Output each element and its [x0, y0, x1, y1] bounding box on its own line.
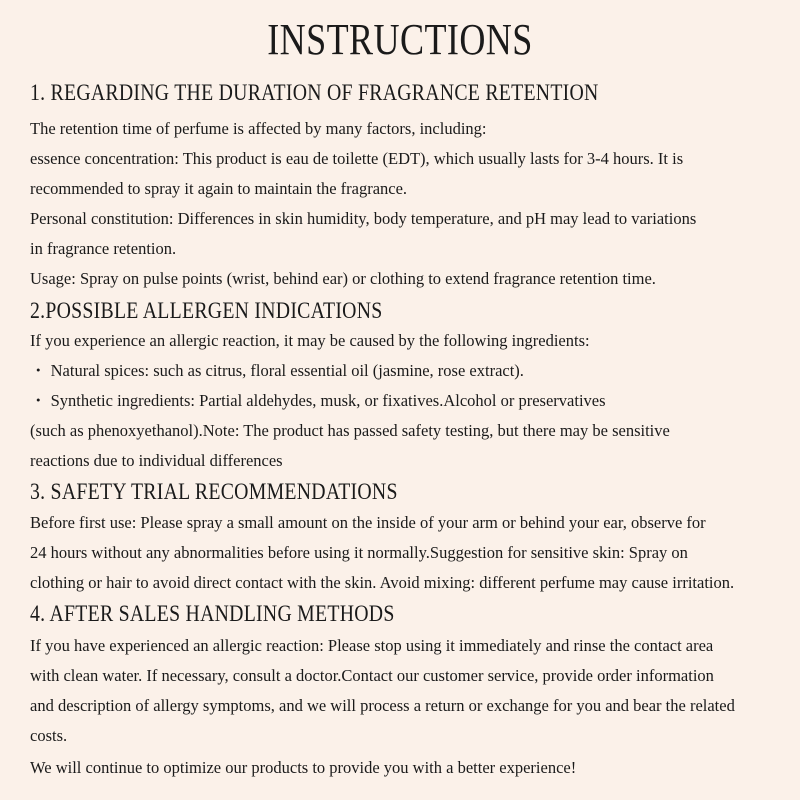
section-1-line: The retention time of perfume is affected by many factors, including:: [30, 119, 487, 138]
section-4-line: and description of allergy symptoms, and we will process a return or exchange for you and bear the related: [30, 696, 735, 715]
section-2-heading: 2.POSSIBLE ALLERGEN INDICATIONS: [30, 298, 383, 323]
section-3-line: Before first use: Please spray a small amount on the inside of your arm or behind your ear, observe for: [30, 513, 706, 532]
section-1-line: Usage: Spray on pulse points (wrist, behind ear) or clothing to extend fragrance retention time.: [30, 269, 656, 288]
section-2-line: reactions due to individual differences: [30, 451, 283, 470]
section-1-line: recommended to spray it again to maintain the fragrance.: [30, 179, 408, 198]
page-title: INSTRUCTIONS: [267, 15, 533, 64]
section-1-line: essence concentration: This product is eau de toilette (EDT), which usually lasts for 3-4 hours. It is: [30, 149, 684, 168]
section-4-line: We will continue to optimize our products to provide you with a better experience!: [30, 758, 577, 777]
section-4-line: If you have experienced an allergic reaction: Please stop using it immediately and rinse the contact area: [30, 636, 714, 655]
section-3-heading: 3. SAFETY TRIAL RECOMMENDATIONS: [30, 479, 398, 504]
section-4-heading: 4. AFTER SALES HANDLING METHODS: [30, 601, 395, 626]
section-2-bullet: ・ Synthetic ingredients: Partial aldehydes, musk, or fixatives.Alcohol or preservatives: [30, 391, 606, 410]
section-2-line: (such as phenoxyethanol).Note: The product has passed safety testing, but there may be sensitive: [30, 421, 670, 440]
section-1-line: in fragrance retention.: [30, 239, 177, 258]
section-2-line: If you experience an allergic reaction, it may be caused by the following ingredients:: [30, 331, 590, 350]
section-4-line: costs.: [30, 726, 68, 745]
section-1-line: Personal constitution: Differences in skin humidity, body temperature, and pH may lead to variations: [30, 209, 697, 228]
section-3-line: clothing or hair to avoid direct contact with the skin. Avoid mixing: different perfume may cause irritation.: [30, 573, 735, 592]
section-1-heading: 1. REGARDING THE DURATION OF FRAGRANCE RETENTION: [30, 80, 599, 105]
section-4-line: with clean water. If necessary, consult a doctor.Contact our customer service, provide order information: [30, 666, 714, 685]
section-3-line: 24 hours without any abnormalities before using it normally.Suggestion for sensitive skin: Spray on: [30, 543, 688, 562]
section-2-bullet: ・ Natural spices: such as citrus, floral essential oil (jasmine, rose extract).: [30, 361, 524, 380]
